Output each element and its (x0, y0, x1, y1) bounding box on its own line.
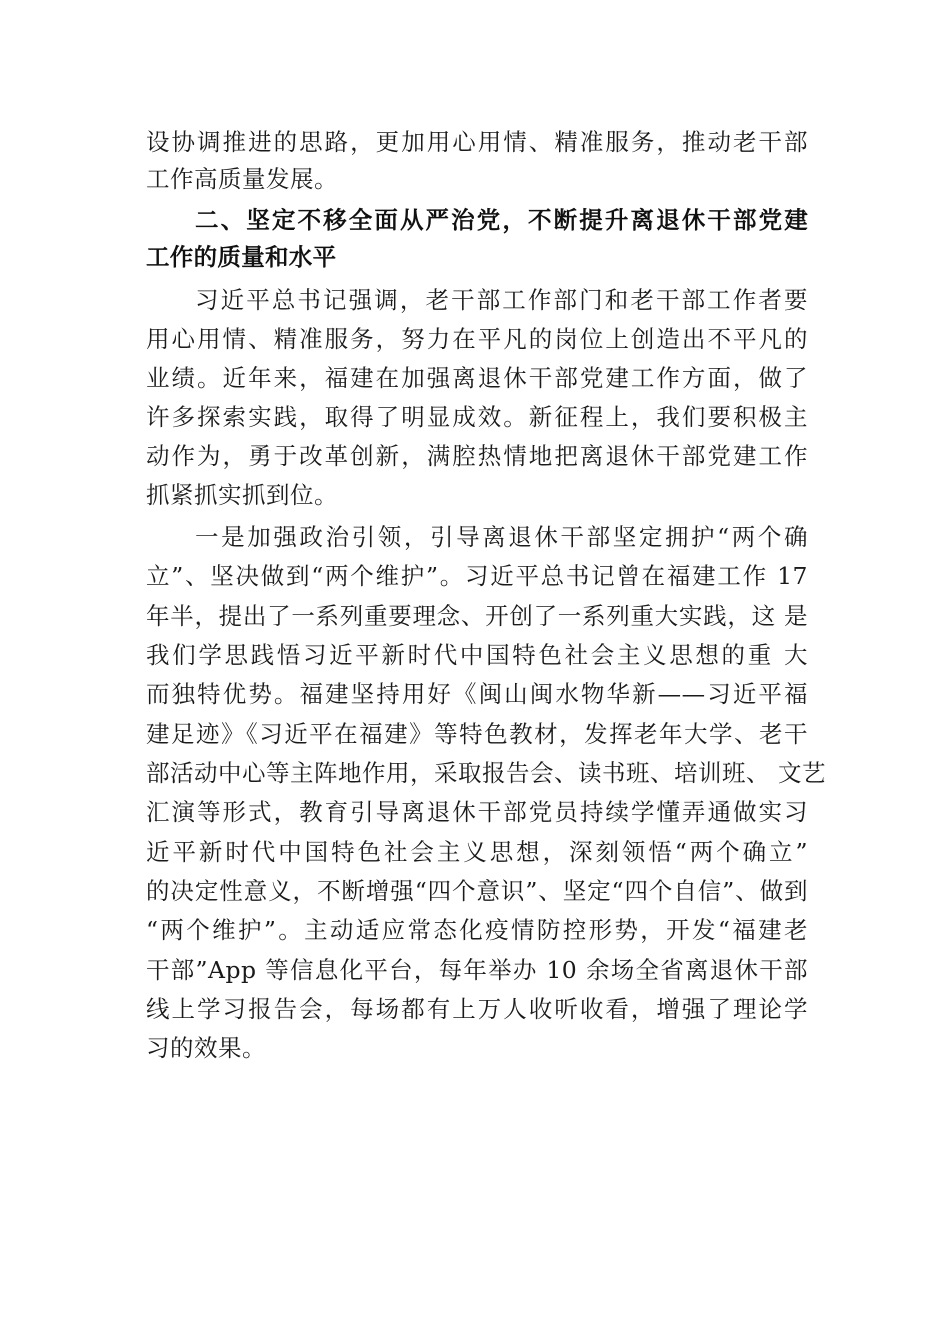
paragraph-line: 习近平总书记强调，老干部工作部门和老干部工作者要 (195, 286, 808, 314)
paragraph-line: 一是加强政治引领，引导离退休干部坚定拥护“两个确 (195, 523, 808, 551)
body-text-line: 设协调推进的思路，更加用心用情、精准服务，推动老干部 (146, 128, 808, 156)
paragraph-line: 建足迹》《习近平在福建》等特色教材，发挥老年大学、老干 (146, 720, 808, 748)
section-heading: 工作的质量和水平 (146, 243, 337, 271)
paragraph-line: 习的效果。 (146, 1034, 266, 1062)
section-heading: 二、坚定不移全面从严治党，不断提升离退休干部党建 (195, 206, 808, 234)
paragraph-line: 而独特优势。福建坚持用好《闽山闽水物华新——习近平福 (146, 680, 808, 708)
paragraph-line: 我们学思践悟习近平新时代中国特色社会主义思想的重 大 (146, 641, 808, 669)
paragraph-line: 立”、坚决做到“两个维护”。习近平总书记曾在福建工作 17 (146, 562, 808, 590)
paragraph-line: 抓紧抓实抓到位。 (146, 481, 338, 509)
paragraph-line: 干部”App 等信息化平台，每年举办 10 余场全省离退休干部 (146, 956, 808, 984)
paragraph-line: 许多探索实践，取得了明显成效。新征程上，我们要积极主 (146, 403, 808, 431)
paragraph-line: 近平新时代中国特色社会主义思想，深刻领悟“两个确立” (146, 838, 808, 866)
paragraph-line: 部活动中心等主阵地作用，采取报告会、读书班、培训班、 文艺 (146, 759, 826, 787)
paragraph-line: 年半，提出了一系列重要理念、开创了一系列重大实践，这 是 (146, 602, 808, 630)
paragraph-line: 动作为，勇于改革创新，满腔热情地把离退休干部党建工作 (146, 442, 808, 470)
paragraph-line: “两个维护”。主动适应常态化疫情防控形势，开发“福建老 (146, 916, 808, 944)
paragraph-line: 业绩。近年来，福建在加强离退休干部党建工作方面，做了 (146, 364, 808, 392)
paragraph-line: 线上学习报告会，每场都有上万人收听收看，增强了理论学 (146, 995, 808, 1023)
paragraph-line: 用心用情、精准服务，努力在平凡的岗位上创造出不平凡的 (146, 325, 808, 353)
body-text-line: 工作高质量发展。 (146, 165, 338, 193)
paragraph-line: 的决定性意义，不断增强“四个意识”、坚定“四个自信”、做到 (146, 877, 808, 905)
paragraph-line: 汇演等形式，教育引导离退休干部党员持续学懂弄通做实习 (146, 798, 808, 826)
